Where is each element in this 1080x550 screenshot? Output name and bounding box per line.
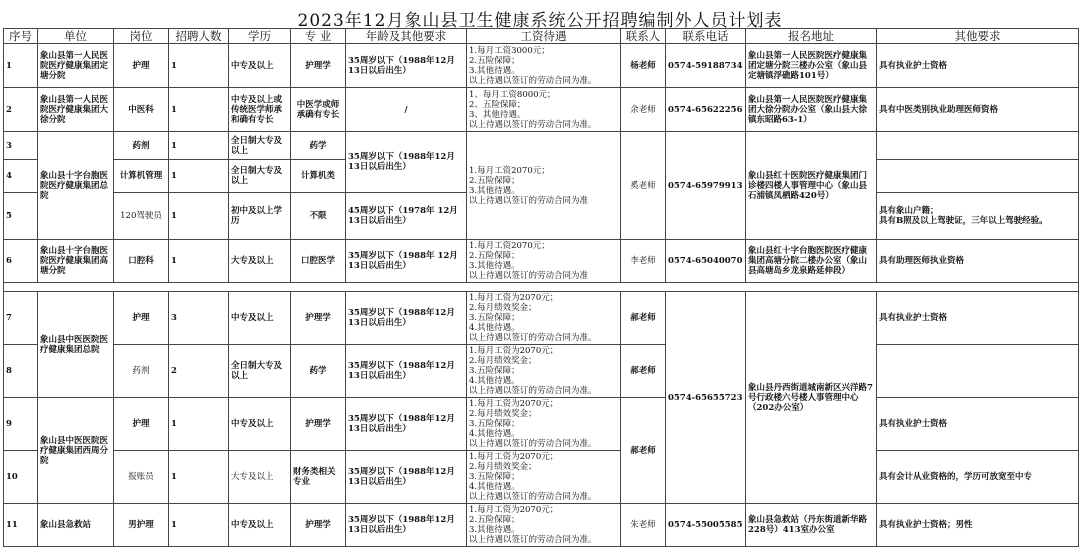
cell-age: 35周岁以下（1988年 12月13日以后出生） — [346, 240, 467, 283]
pay-line: 2.五险保障； — [469, 515, 520, 525]
cell-unit: 象山县十字台胞医院医疗健康集团高塘分院 — [38, 240, 114, 283]
cell-post: 男护理 — [114, 504, 169, 547]
cell-age: 35周岁以下（1988年12月13日以后出生） — [346, 451, 467, 504]
cell-major: 护理学 — [291, 44, 346, 88]
cell-unit: 象山县急救站 — [38, 504, 114, 547]
header-phone: 联系电话 — [666, 29, 746, 44]
cell-post: 护理 — [114, 44, 169, 88]
cell-major: 护理学 — [291, 292, 346, 345]
cell-no: 6 — [4, 240, 38, 283]
pay-line: 以上待遇以签订的劳动合同为准。 — [469, 439, 597, 449]
header-no: 序号 — [4, 29, 38, 44]
cell-count: 1 — [169, 398, 229, 451]
pay-line: 4.其他待遇。 — [469, 429, 520, 439]
header-contact: 联系人 — [621, 29, 666, 44]
cell-education: 中专及以上或传统医学师承和确有专长 — [229, 88, 291, 132]
pay-line: 3、其他待遇。 — [469, 109, 526, 120]
cell-education: 中专及以上 — [229, 44, 291, 88]
pay-line: 以上待遇以签订的劳动合同为准。 — [469, 492, 597, 502]
pay-line: 以上待遇以签订的劳动合同为准。 — [469, 75, 597, 86]
gap-cell — [4, 283, 1079, 292]
pay-line: 1.每月工资为2070元； — [469, 505, 559, 515]
cell-other: 具有助理医师执业资格 — [877, 240, 1079, 283]
cell-pay — [467, 504, 621, 547]
cell-major: 计算机类 — [291, 160, 346, 193]
pay-line: 2、五险保障； — [469, 99, 526, 110]
pay-line: 以上待遇以签订的劳动合同为准。 — [469, 535, 597, 545]
cell-no: 7 — [4, 292, 38, 345]
page-title: 2023年12月象山县卫生健康系统公开招聘编制外人员计划表 — [297, 11, 783, 31]
cell-no: 4 — [4, 160, 38, 193]
pay-line: 3.其他待遇。 — [469, 65, 520, 76]
cell-contact: 郝老师 — [621, 345, 666, 398]
pay-line: 2.五险保障； — [469, 175, 520, 186]
cell-phone: 0574-55005585 — [666, 504, 746, 547]
cell-unit: 象山县中医医院医疗健康集团西周分院 — [38, 398, 114, 504]
table-row — [4, 398, 1079, 451]
row-gap — [4, 283, 1079, 292]
pay-line: 以上待遇以签订的劳动合同为准。 — [469, 119, 597, 130]
cell-education: 大专及以上 — [229, 240, 291, 283]
header-education: 学历 — [229, 29, 291, 44]
cell-count: 3 — [169, 292, 229, 345]
cell-address: 象山县红十字台胞医院医疗健康集团高塘分院二楼办公室（象山县高塘岛乡龙泉路延伸段） — [746, 240, 877, 283]
cell-age: 35周岁以下（1988年12月13日以后出生） — [346, 345, 467, 398]
cell-address: 象山县第一人民医院医疗健康集团定塘分院三楼办公室（象山县定塘镇浮礁路101号） — [746, 44, 877, 88]
cell-unit: 象山县第一人民医院医疗健康集团大徐分院 — [38, 88, 114, 132]
cell-education: 全日制大专及以上 — [229, 132, 291, 160]
cell-address: 象山县急救站（丹东街道新华路228号）413室办公室 — [746, 504, 877, 547]
cell-phone: 0574-65655723 — [666, 292, 746, 504]
cell-pay — [467, 292, 621, 345]
pay-line: 以上待遇以签订的劳动合同为准。 — [469, 333, 597, 343]
cell-major: 药学 — [291, 345, 346, 398]
cell-unit: 象山县第一人民医院医疗健康集团定塘分院 — [38, 44, 114, 88]
cell-education: 大专及以上 — [229, 451, 291, 504]
cell-phone: 0574-65979913 — [666, 132, 746, 240]
cell-age: 35周岁以下（1988年12月13日以后出生） — [346, 44, 467, 88]
cell-count: 1 — [169, 504, 229, 547]
pay-line: 2.每月绩效奖金； — [469, 303, 537, 313]
cell-contact: 李老师 — [621, 240, 666, 283]
cell-count: 1 — [169, 240, 229, 283]
cell-post: 药剂 — [114, 132, 169, 160]
cell-other — [877, 160, 1079, 193]
cell-major: 护理学 — [291, 504, 346, 547]
cell-no: 3 — [4, 132, 38, 160]
header-post: 岗位 — [114, 29, 169, 44]
table-row — [4, 504, 1079, 547]
other-line: 具有象山户籍； — [879, 206, 939, 216]
pay-line: 1.每月工资为2070元； — [469, 452, 559, 462]
cell-contact: 郝老师 — [621, 292, 666, 345]
cell-age: / — [346, 88, 467, 132]
cell-education: 全日制大专及以上 — [229, 345, 291, 398]
cell-count: 1 — [169, 451, 229, 504]
cell-contact: 郝老师 — [621, 398, 666, 504]
pay-line: 2.每月绩效奖金； — [469, 462, 537, 472]
cell-major: 护理学 — [291, 398, 346, 451]
cell-no: 9 — [4, 398, 38, 451]
cell-age: 35周岁以下（1988年12月13日以后出生） — [346, 398, 467, 451]
cell-unit: 象山县十字台胞医院医疗健康集团总院 — [38, 132, 114, 240]
cell-count: 1 — [169, 88, 229, 132]
pay-line: 以上待遇以签订的劳动合同为准。 — [469, 386, 597, 396]
table-row — [4, 88, 1079, 132]
cell-count: 2 — [169, 345, 229, 398]
cell-post: 计算机管理 — [114, 160, 169, 193]
table-row — [4, 44, 1079, 88]
cell-contact: 奚老师 — [621, 132, 666, 240]
pay-line: 1.每月工资3000元； — [469, 45, 550, 56]
cell-contact: 朱老师 — [621, 504, 666, 547]
cell-age: 45周岁以下（1978年 12月13日以后出生） — [346, 193, 467, 240]
cell-address: 象山县红十医院医疗健康集团门诊楼四楼人事管理中心（象山县石浦镇凤栖路420号） — [746, 132, 877, 240]
cell-pay — [467, 44, 621, 88]
header-row — [4, 29, 1079, 44]
cell-other: 具有执业护士资格 — [877, 44, 1079, 88]
pay-line: 2.五险保障； — [469, 251, 520, 261]
table-row — [4, 451, 1079, 504]
cell-post: 中医科 — [114, 88, 169, 132]
cell-education: 全日制大专及以上 — [229, 160, 291, 193]
cell-education: 中专及以上 — [229, 292, 291, 345]
cell-post: 120驾驶员 — [114, 193, 169, 240]
cell-post: 口腔科 — [114, 240, 169, 283]
cell-contact: 余老师 — [621, 88, 666, 132]
cell-pay — [467, 240, 621, 283]
pay-line: 1.每月工资为2070元； — [469, 293, 559, 303]
cell-education: 中专及以上 — [229, 504, 291, 547]
pay-line: 以上待遇以签订的劳动合同为准 — [469, 195, 589, 206]
cell-post: 报账员 — [114, 451, 169, 504]
other-line: 具有B照及以上驾驶证，三年以上驾驶经验。 — [879, 216, 1048, 226]
cell-education: 中专及以上 — [229, 398, 291, 451]
header-other: 其他要求 — [877, 29, 1079, 44]
cell-count: 1 — [169, 193, 229, 240]
pay-line: 3.五险保障； — [469, 472, 520, 482]
cell-age: 35周岁以下（1988年12月13日以后出生） — [346, 504, 467, 547]
cell-phone: 0574-65622256 — [666, 88, 746, 132]
cell-pay — [467, 398, 621, 451]
cell-count: 1 — [169, 132, 229, 160]
cell-pay — [467, 132, 621, 240]
pay-line: 1、每月工资8000元； — [469, 89, 556, 100]
cell-other: 具有会计从业资格的，学历可放宽至中专 — [877, 451, 1079, 504]
cell-post: 护理 — [114, 398, 169, 451]
cell-other: 具有执业护士资格；男性 — [877, 504, 1079, 547]
cell-no: 10 — [4, 451, 38, 504]
header-address: 报名地址 — [746, 29, 877, 44]
pay-line: 1.每月工资为2070元； — [469, 399, 559, 409]
cell-post: 药剂 — [114, 345, 169, 398]
cell-other: 具有执业护士资格 — [877, 398, 1079, 451]
header-pay: 工资待遇 — [467, 29, 621, 44]
cell-other: 具有中医类别执业助理医师资格 — [877, 88, 1079, 132]
pay-line: 3.五险保障； — [469, 313, 520, 323]
cell-pay — [467, 88, 621, 132]
cell-no: 1 — [4, 44, 38, 88]
recruitment-plan-table — [3, 28, 1079, 547]
table-row — [4, 240, 1079, 283]
pay-line: 以上待遇以签订的劳动合同为准 — [469, 271, 589, 281]
pay-line: 3.其他待遇。 — [469, 261, 520, 271]
cell-major: 财务类相关专业 — [291, 451, 346, 504]
cell-major: 药学 — [291, 132, 346, 160]
pay-line: 1.每月工资为2070元； — [469, 346, 559, 356]
cell-other — [877, 193, 1079, 240]
pay-line: 3.五险保障； — [469, 419, 520, 429]
cell-contact: 杨老师 — [621, 44, 666, 88]
table-row — [4, 292, 1079, 345]
pay-line: 1.每月工资2070元； — [469, 165, 550, 176]
cell-education: 初中及以上学历 — [229, 193, 291, 240]
cell-address: 象山县丹西街道城南新区兴洋路7号行政楼六号楼人事管理中心（202办公室） — [746, 292, 877, 504]
pay-line: 3.其他待遇。 — [469, 525, 520, 535]
cell-no: 5 — [4, 193, 38, 240]
header-unit: 单位 — [38, 29, 114, 44]
cell-no: 2 — [4, 88, 38, 132]
cell-pay — [467, 345, 621, 398]
cell-post: 护理 — [114, 292, 169, 345]
pay-line: 4.其他待遇。 — [469, 482, 520, 492]
table-row — [4, 345, 1079, 398]
header-age: 年龄及其他要求 — [346, 29, 467, 44]
pay-line: 4.其他待遇。 — [469, 323, 520, 333]
cell-unit: 象山县中医医院医疗健康集团总院 — [38, 292, 114, 398]
pay-line: 3.其他待遇。 — [469, 185, 520, 196]
pay-line: 4.其他待遇。 — [469, 376, 520, 386]
cell-other — [877, 132, 1079, 160]
cell-major: 中医学或师承确有专长 — [291, 88, 346, 132]
cell-other: 具有执业护士资格 — [877, 292, 1079, 345]
table-row — [4, 132, 1079, 160]
cell-address: 象山县第一人民医院医疗健康集团大徐分院办公室（象山县大徐镇东昭路63-1） — [746, 88, 877, 132]
cell-other — [877, 345, 1079, 398]
pay-line: 2.五险保障； — [469, 55, 520, 66]
cell-major: 口腔医学 — [291, 240, 346, 283]
cell-age: 35周岁以下（1988年12月13日以后出生） — [346, 292, 467, 345]
pay-line: 1.每月工资2070元； — [469, 241, 550, 251]
cell-count: 1 — [169, 160, 229, 193]
pay-line: 3.五险保障； — [469, 366, 520, 376]
cell-count: 1 — [169, 44, 229, 88]
cell-no: 8 — [4, 345, 38, 398]
header-count: 招聘人数 — [169, 29, 229, 44]
cell-age: 35周岁以下（1988年12月13日以后出生） — [346, 132, 467, 193]
cell-pay — [467, 451, 621, 504]
cell-phone: 0574-59188734 — [666, 44, 746, 88]
header-major: 专 业 — [291, 29, 346, 44]
cell-phone: 0574-65040070 — [666, 240, 746, 283]
cell-no: 11 — [4, 504, 38, 547]
pay-line: 2.每月绩效奖金； — [469, 409, 537, 419]
cell-major: 不限 — [291, 193, 346, 240]
pay-line: 2.每月绩效奖金； — [469, 356, 537, 366]
